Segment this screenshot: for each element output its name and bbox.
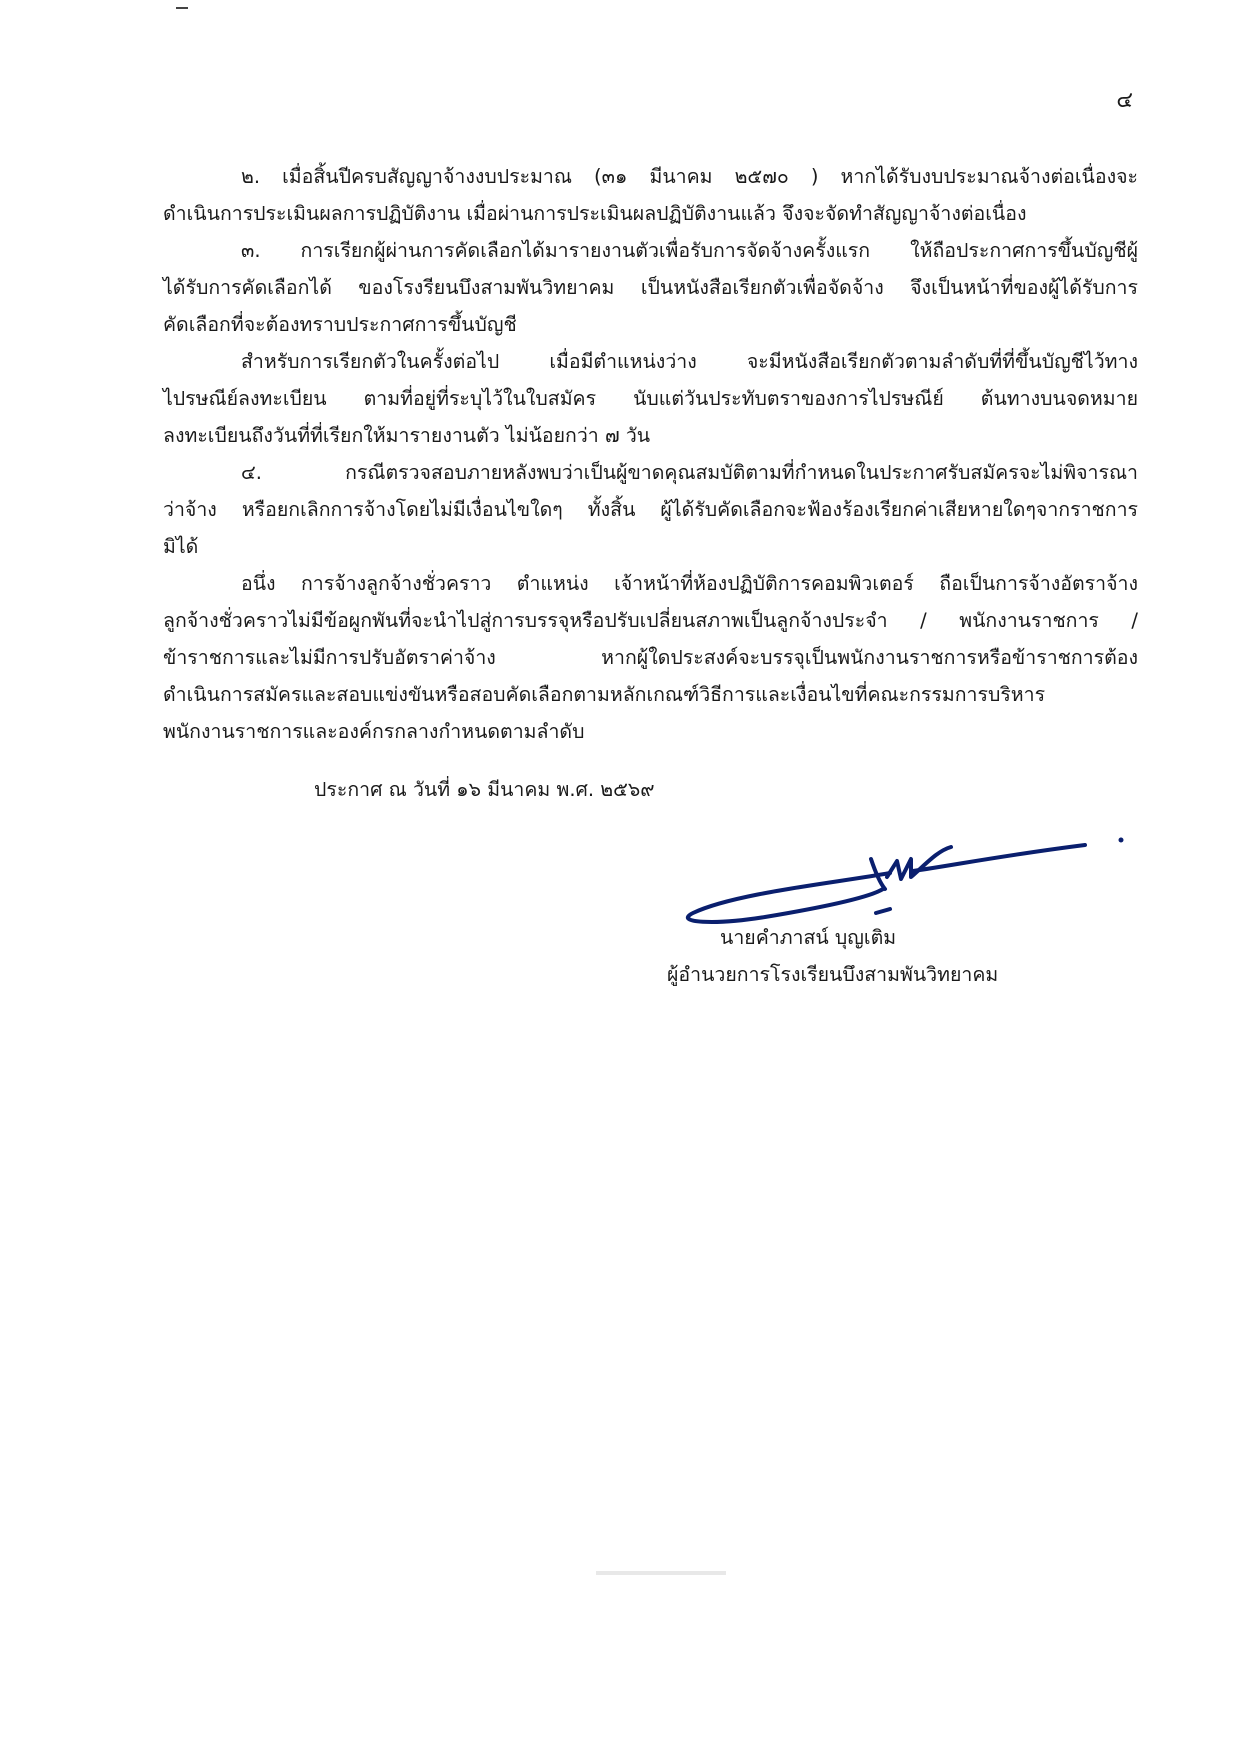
- paragraph-2-line-1: ๓. การเรียกผู้ผ่านการคัดเลือกได้มารายงานตัวเพื่อรับการจัดจ้างครั้งแรก ให้ถือประกาศการขึ้นบัญชีผู้: [241, 239, 1138, 262]
- scan-artifact-footer: [596, 1571, 726, 1575]
- paragraph-5-line-2: ลูกจ้างชั่วคราวไม่มีข้อผูกพันที่จะนำไปสู่การบรรจุหรือปรับเปลี่ยนสภาพเป็นลูกจ้างประจำ / พนักงานราชการ /: [163, 609, 1138, 632]
- paragraph-2-line-3: คัดเลือกที่จะต้องทราบประกาศการขึ้นบัญชี: [163, 313, 517, 336]
- signer-title: ผู้อำนวยการโรงเรียนบึงสามพันวิทยาคม: [667, 963, 999, 986]
- signature-image: [675, 825, 1135, 925]
- page-number: ๔: [1116, 88, 1133, 113]
- paragraph-1-line-2: ดำเนินการประเมินผลการปฏิบัติงาน เมื่อผ่านการประเมินผลปฏิบัติงานแล้ว จึงจะจัดทำสัญญาจ้างต่อเนื่อง: [163, 202, 1027, 225]
- paragraph-5-line-1: อนึ่ง การจ้างลูกจ้างชั่วคราว ตำแหน่ง เจ้าหน้าที่ห้องปฏิบัติการคอมพิวเตอร์ ถือเป็นการจ้างอัตราจ้าง: [241, 572, 1138, 595]
- paragraph-5-line-3: ข้าราชการและไม่มีการปรับอัตราค่าจ้าง หากผู้ใดประสงค์จะบรรจุเป็นพนักงานราชการหรือข้าราชการต้อง: [163, 646, 1138, 669]
- paragraph-5-line-4: ดำเนินการสมัครและสอบแข่งขันหรือสอบคัดเลือกตามหลักเกณฑ์วิธีการและเงื่อนไขที่คณะกรรมการบริหาร: [163, 683, 1046, 706]
- paragraph-5-line-5: พนักงานราชการและองค์กรกลางกำหนดตามลำดับ: [163, 720, 585, 743]
- paragraph-4-line-3: มิได้: [163, 535, 199, 558]
- paragraph-1-line-1: ๒. เมื่อสิ้นปีครบสัญญาจ้างงบประมาณ (๓๑ มีนาคม ๒๕๗๐ ) หากได้รับงบประมาณจ้างต่อเนื่องจะ: [241, 165, 1138, 188]
- announcement-date: ประกาศ ณ วันที่ ๑๖ มีนาคม พ.ศ. ๒๕๖๙: [314, 778, 655, 801]
- paragraph-4-line-2: ว่าจ้าง หรือยกเลิกการจ้างโดยไม่มีเงื่อนไขใดๆ ทั้งสิ้น ผู้ได้รับคัดเลือกจะฟ้องร้องเรียกค่าเสียหายใดๆจากราชการ: [163, 498, 1138, 521]
- paragraph-3-line-1: สำหรับการเรียกตัวในครั้งต่อไป เมื่อมีตำแหน่งว่าง จะมีหนังสือเรียกตัวตามลำดับที่ที่ขึ้นบัญชีไว้ทาง: [241, 350, 1138, 373]
- document-body: [163, 158, 1138, 750]
- paragraph-4-line-1: ๔. กรณีตรวจสอบภายหลังพบว่าเป็นผู้ขาดคุณสมบัติตามที่กำหนดในประกาศรับสมัครจะไม่พิจารณา: [241, 461, 1138, 484]
- paragraph-2-line-2: ได้รับการคัดเลือกได้ ของโรงรียนบึงสามพันวิทยาคม เป็นหนังสือเรียกตัวเพื่อจัดจ้าง จึงเป็นหน้าที่ของผู้ได้รับการ: [163, 276, 1138, 299]
- paragraph-3-line-2: ไปรษณีย์ลงทะเบียน ตามที่อยู่ที่ระบุไว้ในใบสมัคร นับแต่วันประทับตราของการไปรษณีย์ ต้นทางบนจดหมาย: [163, 387, 1138, 410]
- scan-artifact: [176, 7, 188, 9]
- paragraph-3-line-3: ลงทะเบียนถึงวันที่ที่เรียกให้มารายงานตัว ไม่น้อยกว่า ๗ วัน: [163, 424, 651, 447]
- signer-name: นายคำภาสน์ บุญเติม: [720, 926, 897, 949]
